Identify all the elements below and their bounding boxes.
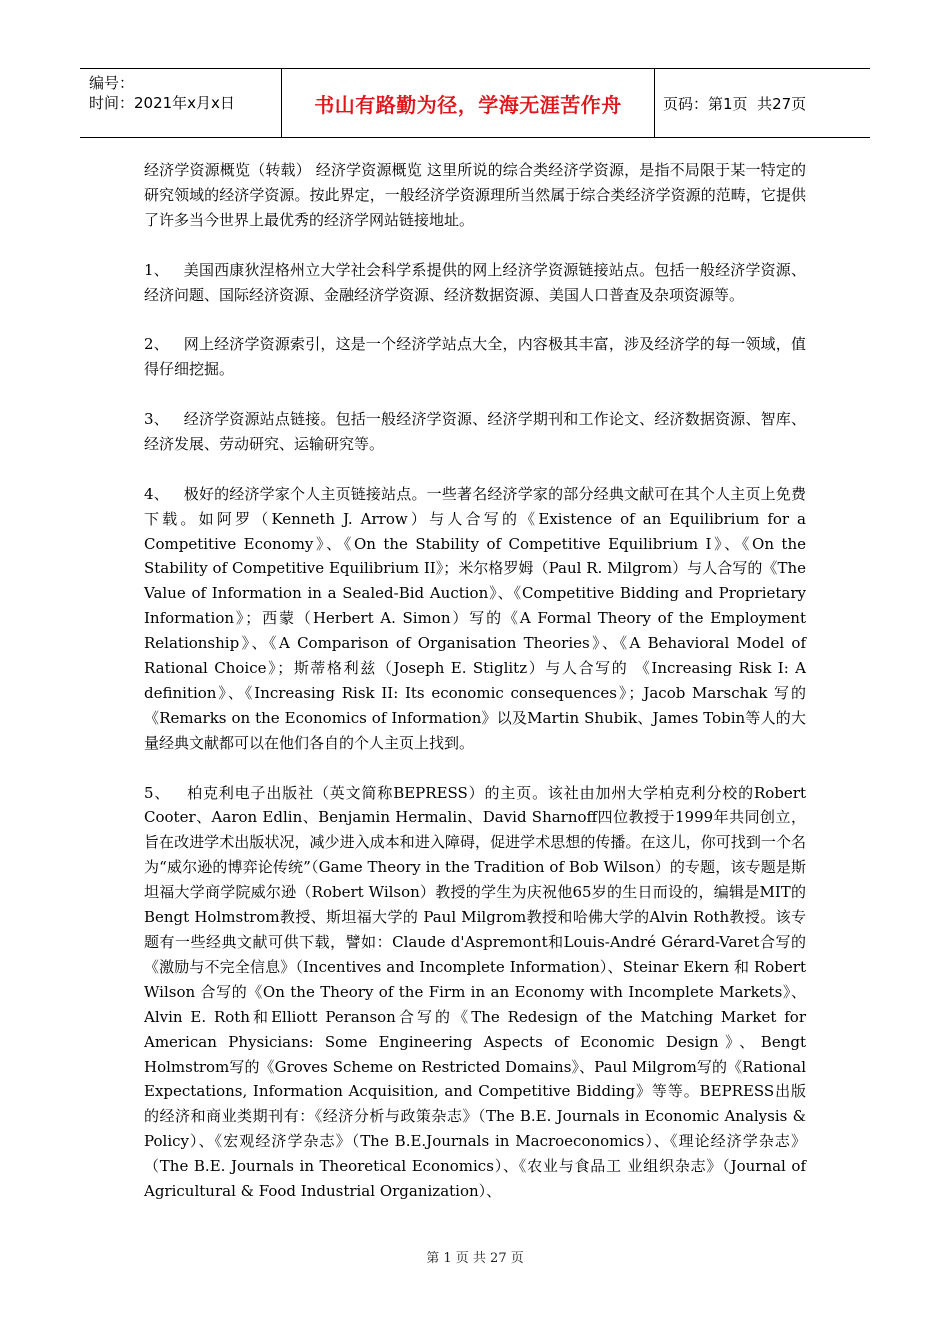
- list-item: [144, 332, 806, 382]
- intro-paragraph: 经济学资源概览（转载） 经济学资源概览 这里所说的综合类经济学资源，是指不局限于某一特定的研究领域的经济学资源。按此界定，一般经济学资源理所当然属于综合类经济学资源的范畴，它提供了许多当今世界上最优秀的经济学网站链接地址。: [144, 161, 806, 229]
- list-item-text: 网上经济学资源索引，这是一个经济学站点大全，内容极其丰富，涉及经济学的每一领域，值得仔细挖掘。: [144, 335, 806, 379]
- list-item-text: 经济学资源站点链接。包括一般经济学资源、经济学期刊和工作论文、经济数据资源、智库、经济发展、劳动研究、运输研究等。: [144, 410, 806, 453]
- list-item-number: 4、: [144, 484, 169, 503]
- list-item: [144, 781, 806, 1204]
- list-item: [144, 258, 806, 308]
- list-item-number: 3、: [144, 410, 169, 429]
- header-motto-cell: [282, 69, 655, 137]
- list-item-text: 柏克利电子出版社（英文简称BEPRESS）的主页。该社由加州大学柏克利分校的Robert Cooter、Aaron Edlin、Benjamin Hermalin、David Sharnoff四位教授于1999年共同创立，旨在改进学术出版状况，减少进入成本和进入障碍，促进学术思想的传播。在这儿，你可找到一个名为“威尔逊的博弈论传统”（Game Theory in the Tradition of Bob Wilson）的专题，该专题是斯坦福大学商学院威尔逊（Robert Wilson）教授的学生为庆祝他65岁的生日而设的，编辑是MIT的Bengt Holmstrom教授、斯坦福大学的 Paul Milgrom教授和哈佛大学的Alvin Roth教授。该专题有一些经典文献可供下载，譬如：Claude d'Aspremont和Louis-André Gérard-Varet合写的《激励与不完全信息》（Incentives and Incomplete Information）、Steinar Ekern 和 Robert Wilson 合写的《On the Theory of the Firm in an Economy with Incomplete Markets》、Alvin E. Roth和Elliott Peranson合写的《The Redesign of the Matching Market for American Physicians: Some Engineering Aspects of Economic Design》、Bengt Holmstrom写的《Groves Scheme on Restricted Domains》、Paul Milgrom写的《Rational Expectations, Information Acquisition, and Competitive Bidding》等等。BEPRESS出版的经济和商业类期刊有：《经济分析与政策杂志》（The B.E. Journals in Economic Analysis & Policy）、《宏观经济学杂志》（The B.E.Journals in Macroeconomics）、《理论经济学杂志》（The B.E. Journals in Theoretical Economics）、《农业与食品工 业组织杂志》（Journal of Agricultural & Food Industrial Organization）、: [144, 783, 806, 1201]
- document-body: [144, 158, 806, 1204]
- list-item-number: 1、: [144, 260, 169, 279]
- list-item-number: 5、: [144, 783, 171, 802]
- header-page-cell: [655, 69, 870, 137]
- page-footer: 第 1 页 共 27 页: [426, 1251, 524, 1266]
- page-header: [80, 68, 870, 138]
- document-number-label: 编号：: [89, 74, 135, 92]
- list-item: [144, 482, 806, 756]
- list-item: [144, 407, 806, 457]
- document-date-label: 时间：2021年x月x日: [89, 94, 235, 112]
- header-page-info: 页码：第1页 共27页: [663, 94, 807, 113]
- list-item-text: 极好的经济学家个人主页链接站点。一些著名经济学家的部分经典文献可在其个人主页上免费下载。如阿罗（Kenneth J. Arrow）与人合写的《Existence of an Equilibrium for a Competitive Economy》、《On the Stability of Competitive Equilibrium I》、《On the Stability of Competitive Equilibrium II》；米尔格罗姆（Paul R. Milgrom）与人合写的《The Value of Information in a Sealed-Bid Auction》、《Competitive Bidding and Proprietary Information》；西蒙（Herbert A. Simon）写的《A Formal Theory of the Employment Relationship》、《A Comparison of Organisation Theories》、《A Behavioral Model of Rational Choice》；斯蒂格利兹（Joseph E. Stiglitz）与人合写的 《Increasing Risk I: A definition》、《Increasing Risk II: Its economic consequences》；Jacob Marschak 写的《Remarks on the Economics of Information》以及Martin Shubik、James Tobin等人的大量经典文献都可以在他们各自的个人主页上找到。: [144, 484, 806, 752]
- header-motto: 书山有路勤为径，学海无涯苦作舟: [314, 92, 622, 117]
- header-left-cell: [80, 69, 282, 137]
- list-item-number: 2、: [144, 335, 169, 354]
- list-item-text: 美国西康狄涅格州立大学社会科学系提供的网上经济学资源链接站点。包括一般经济学资源、经济问题、国际经济资源、金融经济学资源、经济数据资源、美国人口普查及杂项资源等。: [144, 260, 806, 304]
